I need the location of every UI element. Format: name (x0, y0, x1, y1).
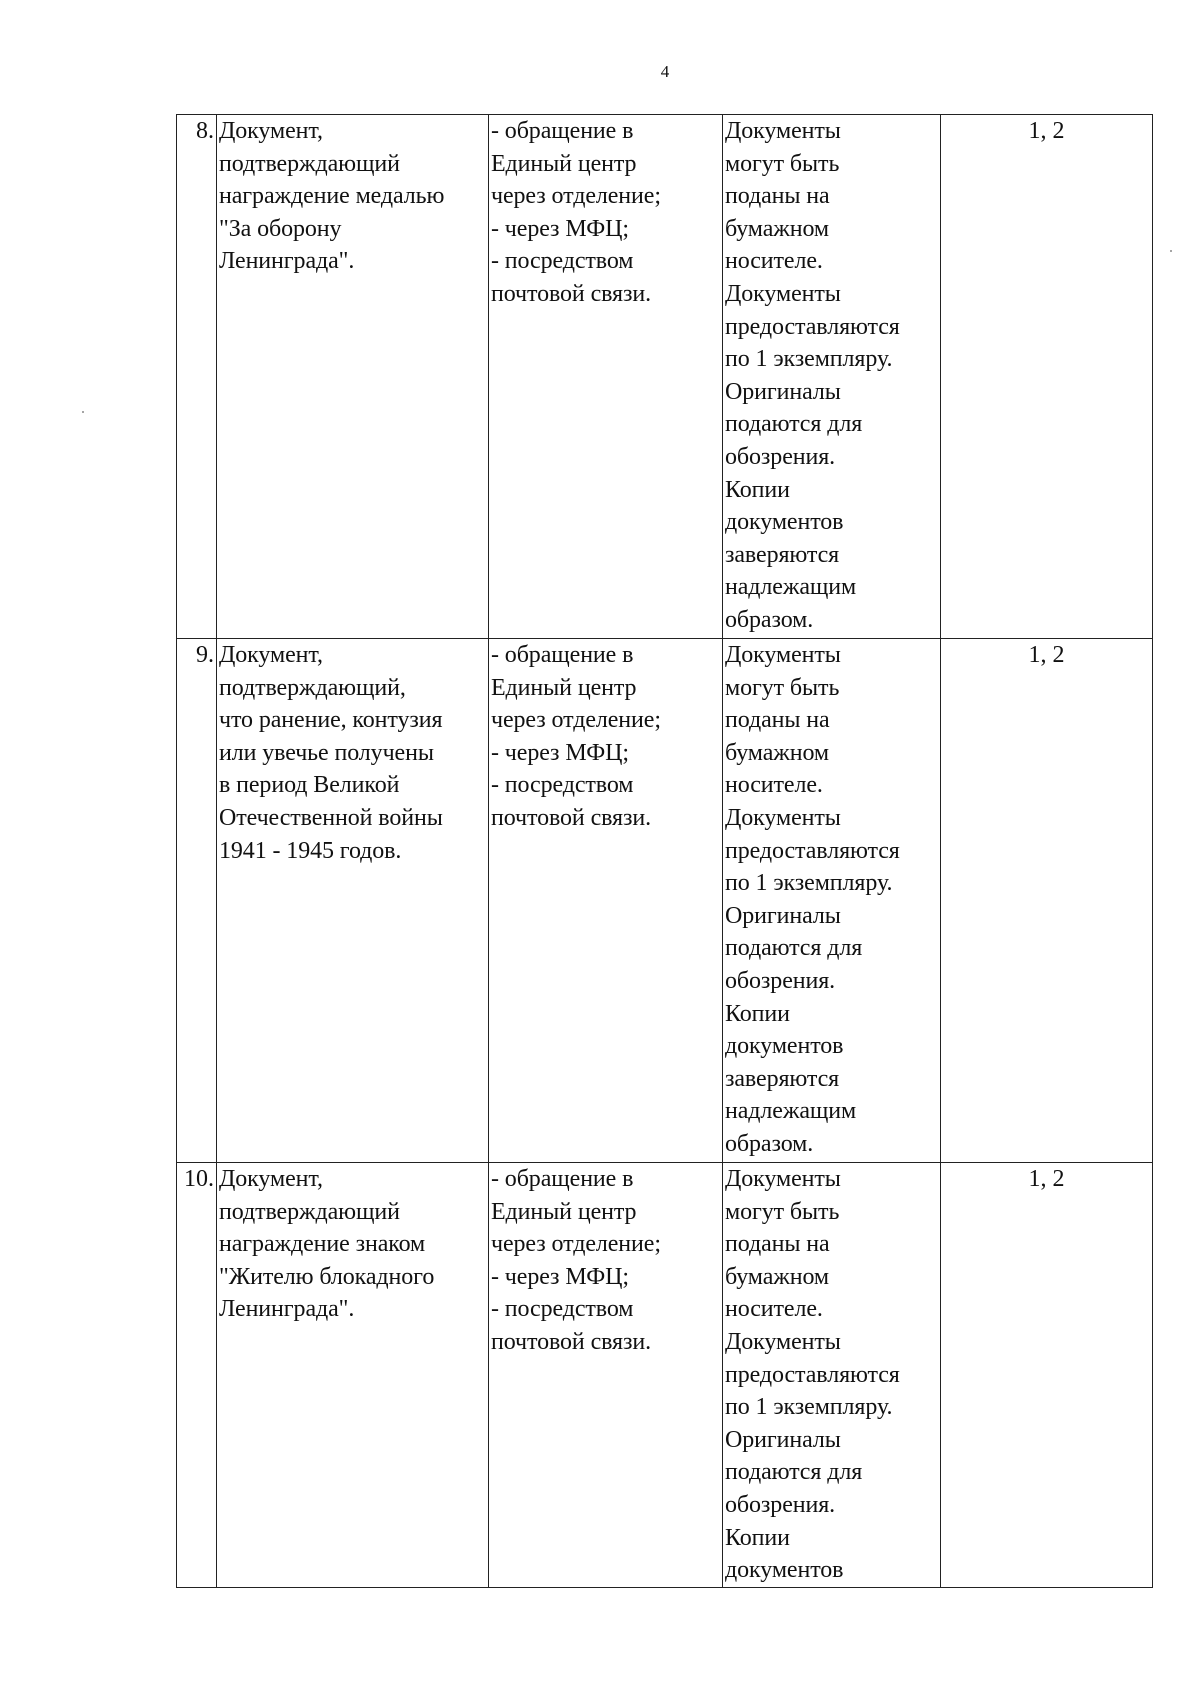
scan-speck (82, 411, 84, 413)
reference-cell: 1, 2 (941, 639, 1153, 1163)
reference-cell: 1, 2 (941, 1163, 1153, 1588)
submission-method-cell: - обращение в Единый центр через отделение; - через МФЦ; - посредством почтовой связи. (489, 639, 723, 1163)
page-number: 4 (660, 62, 670, 81)
document-name-cell: Документ, подтверждающий, что ранение, контузия или увечье получены в период Великой Отечественной войны 1941 - 1945 годов. (217, 639, 489, 1163)
row-number: 10. (177, 1163, 217, 1588)
document-name-cell: Документ, подтверждающий награждение знаком "Жителю блокадного Ленинграда". (217, 1163, 489, 1588)
reference-cell: 1, 2 (941, 115, 1153, 639)
submission-method-cell: - обращение в Единый центр через отделение; - через МФЦ; - посредством почтовой связи. (489, 115, 723, 639)
table-row (177, 115, 1153, 639)
requirements-cell: Документы могут быть поданы на бумажном носителе. Документы предоставляются по 1 экземпляру. Оригиналы подаются для обозрения. Копии документов заверяются надлежащим образом. (723, 639, 941, 1163)
requirements-cell: Документы могут быть поданы на бумажном носителе. Документы предоставляются по 1 экземпляру. Оригиналы подаются для обозрения. Копии документов заверяются надлежащим образом. (723, 115, 941, 639)
row-number: 9. (177, 639, 217, 1163)
requirements-cell: Документы могут быть поданы на бумажном носителе. Документы предоставляются по 1 экземпляру. Оригиналы подаются для обозрения. Копии документов (723, 1163, 941, 1588)
documents-table (176, 114, 1153, 1588)
scan-speck (1170, 250, 1172, 252)
table-row (177, 639, 1153, 1163)
submission-method-cell: - обращение в Единый центр через отделение; - через МФЦ; - посредством почтовой связи. (489, 1163, 723, 1588)
document-name-cell: Документ, подтверждающий награждение медалью "За оборону Ленинграда". (217, 115, 489, 639)
table-row (177, 1163, 1153, 1588)
row-number: 8. (177, 115, 217, 639)
